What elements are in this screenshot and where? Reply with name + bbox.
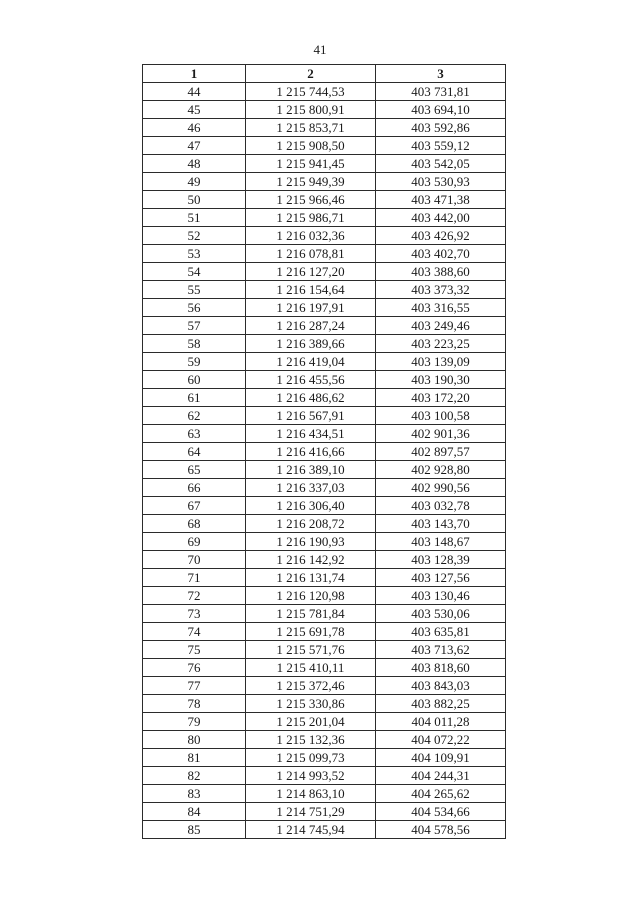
- y-coordinate-cell: 403 731,81: [376, 83, 506, 101]
- point-number-cell: 52: [143, 227, 246, 245]
- y-coordinate-cell: 403 559,12: [376, 137, 506, 155]
- point-number-cell: 78: [143, 695, 246, 713]
- table-row: [143, 551, 506, 569]
- point-number-cell: 67: [143, 497, 246, 515]
- point-number-cell: 62: [143, 407, 246, 425]
- table-row: [143, 335, 506, 353]
- y-coordinate-cell: 403 190,30: [376, 371, 506, 389]
- x-coordinate-cell: 1 214 863,10: [246, 785, 376, 803]
- column-header-3: 3: [376, 65, 506, 83]
- table-row: [143, 587, 506, 605]
- y-coordinate-cell: 404 011,28: [376, 713, 506, 731]
- y-coordinate-cell: 403 128,39: [376, 551, 506, 569]
- table-row: [143, 461, 506, 479]
- header-row: [143, 65, 506, 83]
- x-coordinate-cell: 1 215 410,11: [246, 659, 376, 677]
- y-coordinate-cell: 403 373,32: [376, 281, 506, 299]
- point-number-cell: 64: [143, 443, 246, 461]
- table-row: [143, 749, 506, 767]
- coordinates-table: [142, 64, 506, 839]
- point-number-cell: 60: [143, 371, 246, 389]
- point-number-cell: 53: [143, 245, 246, 263]
- x-coordinate-cell: 1 215 949,39: [246, 173, 376, 191]
- point-number-cell: 66: [143, 479, 246, 497]
- table-row: [143, 425, 506, 443]
- y-coordinate-cell: 403 402,70: [376, 245, 506, 263]
- y-coordinate-cell: 403 316,55: [376, 299, 506, 317]
- y-coordinate-cell: 404 265,62: [376, 785, 506, 803]
- table-row: [143, 497, 506, 515]
- y-coordinate-cell: 403 542,05: [376, 155, 506, 173]
- x-coordinate-cell: 1 215 691,78: [246, 623, 376, 641]
- x-coordinate-cell: 1 216 154,64: [246, 281, 376, 299]
- point-number-cell: 79: [143, 713, 246, 731]
- point-number-cell: 69: [143, 533, 246, 551]
- point-number-cell: 58: [143, 335, 246, 353]
- table-row: [143, 659, 506, 677]
- x-coordinate-cell: 1 216 287,24: [246, 317, 376, 335]
- point-number-cell: 55: [143, 281, 246, 299]
- table-row: [143, 821, 506, 839]
- point-number-cell: 80: [143, 731, 246, 749]
- y-coordinate-cell: 403 223,25: [376, 335, 506, 353]
- y-coordinate-cell: 403 592,86: [376, 119, 506, 137]
- point-number-cell: 59: [143, 353, 246, 371]
- x-coordinate-cell: 1 216 419,04: [246, 353, 376, 371]
- point-number-cell: 54: [143, 263, 246, 281]
- point-number-cell: 68: [143, 515, 246, 533]
- x-coordinate-cell: 1 214 745,94: [246, 821, 376, 839]
- x-coordinate-cell: 1 216 190,93: [246, 533, 376, 551]
- table-row: [143, 479, 506, 497]
- table-row: [143, 569, 506, 587]
- point-number-cell: 49: [143, 173, 246, 191]
- point-number-cell: 48: [143, 155, 246, 173]
- x-coordinate-cell: 1 215 330,86: [246, 695, 376, 713]
- x-coordinate-cell: 1 216 208,72: [246, 515, 376, 533]
- point-number-cell: 46: [143, 119, 246, 137]
- point-number-cell: 45: [143, 101, 246, 119]
- x-coordinate-cell: 1 216 455,56: [246, 371, 376, 389]
- point-number-cell: 70: [143, 551, 246, 569]
- x-coordinate-cell: 1 216 389,66: [246, 335, 376, 353]
- y-coordinate-cell: 404 534,66: [376, 803, 506, 821]
- point-number-cell: 75: [143, 641, 246, 659]
- y-coordinate-cell: 403 172,20: [376, 389, 506, 407]
- point-number-cell: 85: [143, 821, 246, 839]
- point-number-cell: 77: [143, 677, 246, 695]
- y-coordinate-cell: 404 244,31: [376, 767, 506, 785]
- table-row: [143, 515, 506, 533]
- y-coordinate-cell: 403 442,00: [376, 209, 506, 227]
- point-number-cell: 56: [143, 299, 246, 317]
- y-coordinate-cell: 403 100,58: [376, 407, 506, 425]
- table-row: [143, 533, 506, 551]
- x-coordinate-cell: 1 216 337,03: [246, 479, 376, 497]
- y-coordinate-cell: 404 109,91: [376, 749, 506, 767]
- point-number-cell: 83: [143, 785, 246, 803]
- column-header-1: 1: [143, 65, 246, 83]
- y-coordinate-cell: 403 139,09: [376, 353, 506, 371]
- point-number-cell: 63: [143, 425, 246, 443]
- x-coordinate-cell: 1 214 751,29: [246, 803, 376, 821]
- table-row: [143, 677, 506, 695]
- point-number-cell: 51: [143, 209, 246, 227]
- x-coordinate-cell: 1 216 306,40: [246, 497, 376, 515]
- table-row: [143, 785, 506, 803]
- y-coordinate-cell: 403 143,70: [376, 515, 506, 533]
- x-coordinate-cell: 1 215 908,50: [246, 137, 376, 155]
- table-row: [143, 119, 506, 137]
- y-coordinate-cell: 403 388,60: [376, 263, 506, 281]
- table-row: [143, 407, 506, 425]
- point-number-cell: 50: [143, 191, 246, 209]
- table-row: [143, 695, 506, 713]
- y-coordinate-cell: 404 072,22: [376, 731, 506, 749]
- table-row: [143, 137, 506, 155]
- y-coordinate-cell: 403 882,25: [376, 695, 506, 713]
- y-coordinate-cell: 403 713,62: [376, 641, 506, 659]
- table-row: [143, 713, 506, 731]
- x-coordinate-cell: 1 216 197,91: [246, 299, 376, 317]
- x-coordinate-cell: 1 216 389,10: [246, 461, 376, 479]
- point-number-cell: 71: [143, 569, 246, 587]
- table-row: [143, 641, 506, 659]
- y-coordinate-cell: 403 249,46: [376, 317, 506, 335]
- point-number-cell: 81: [143, 749, 246, 767]
- x-coordinate-cell: 1 215 853,71: [246, 119, 376, 137]
- y-coordinate-cell: 403 148,67: [376, 533, 506, 551]
- y-coordinate-cell: 403 530,06: [376, 605, 506, 623]
- y-coordinate-cell: 403 426,92: [376, 227, 506, 245]
- y-coordinate-cell: 403 471,38: [376, 191, 506, 209]
- y-coordinate-cell: 402 990,56: [376, 479, 506, 497]
- y-coordinate-cell: 403 130,46: [376, 587, 506, 605]
- point-number-cell: 65: [143, 461, 246, 479]
- point-number-cell: 73: [143, 605, 246, 623]
- table-row: [143, 353, 506, 371]
- column-header-2: 2: [246, 65, 376, 83]
- table-row: [143, 263, 506, 281]
- x-coordinate-cell: 1 215 986,71: [246, 209, 376, 227]
- table-row: [143, 767, 506, 785]
- table-row: [143, 389, 506, 407]
- y-coordinate-cell: 403 694,10: [376, 101, 506, 119]
- x-coordinate-cell: 1 214 993,52: [246, 767, 376, 785]
- table-row: [143, 173, 506, 191]
- point-number-cell: 76: [143, 659, 246, 677]
- table-row: [143, 227, 506, 245]
- table-row: [143, 605, 506, 623]
- table-row: [143, 191, 506, 209]
- x-coordinate-cell: 1 216 131,74: [246, 569, 376, 587]
- x-coordinate-cell: 1 215 966,46: [246, 191, 376, 209]
- x-coordinate-cell: 1 215 744,53: [246, 83, 376, 101]
- x-coordinate-cell: 1 216 416,66: [246, 443, 376, 461]
- y-coordinate-cell: 402 928,80: [376, 461, 506, 479]
- x-coordinate-cell: 1 216 120,98: [246, 587, 376, 605]
- point-number-cell: 61: [143, 389, 246, 407]
- table-row: [143, 731, 506, 749]
- y-coordinate-cell: 403 635,81: [376, 623, 506, 641]
- table-row: [143, 299, 506, 317]
- page-number: 41: [313, 42, 327, 57]
- x-coordinate-cell: 1 215 099,73: [246, 749, 376, 767]
- point-number-cell: 84: [143, 803, 246, 821]
- table-row: [143, 209, 506, 227]
- x-coordinate-cell: 1 216 434,51: [246, 425, 376, 443]
- table-row: [143, 101, 506, 119]
- x-coordinate-cell: 1 215 781,84: [246, 605, 376, 623]
- x-coordinate-cell: 1 215 201,04: [246, 713, 376, 731]
- table-row: [143, 317, 506, 335]
- point-number-cell: 74: [143, 623, 246, 641]
- x-coordinate-cell: 1 216 032,36: [246, 227, 376, 245]
- table-row: [143, 803, 506, 821]
- y-coordinate-cell: 403 843,03: [376, 677, 506, 695]
- x-coordinate-cell: 1 215 372,46: [246, 677, 376, 695]
- y-coordinate-cell: 403 818,60: [376, 659, 506, 677]
- point-number-cell: 82: [143, 767, 246, 785]
- x-coordinate-cell: 1 216 078,81: [246, 245, 376, 263]
- table-row: [143, 623, 506, 641]
- y-coordinate-cell: 403 127,56: [376, 569, 506, 587]
- y-coordinate-cell: 402 901,36: [376, 425, 506, 443]
- x-coordinate-cell: 1 216 486,62: [246, 389, 376, 407]
- x-coordinate-cell: 1 216 142,92: [246, 551, 376, 569]
- y-coordinate-cell: 404 578,56: [376, 821, 506, 839]
- table-row: [143, 155, 506, 173]
- x-coordinate-cell: 1 215 132,36: [246, 731, 376, 749]
- table-row: [143, 281, 506, 299]
- point-number-cell: 47: [143, 137, 246, 155]
- x-coordinate-cell: 1 216 567,91: [246, 407, 376, 425]
- x-coordinate-cell: 1 215 800,91: [246, 101, 376, 119]
- x-coordinate-cell: 1 216 127,20: [246, 263, 376, 281]
- table-row: [143, 83, 506, 101]
- x-coordinate-cell: 1 215 941,45: [246, 155, 376, 173]
- x-coordinate-cell: 1 215 571,76: [246, 641, 376, 659]
- point-number-cell: 72: [143, 587, 246, 605]
- table-row: [143, 443, 506, 461]
- point-number-cell: 44: [143, 83, 246, 101]
- table-row: [143, 371, 506, 389]
- point-number-cell: 57: [143, 317, 246, 335]
- y-coordinate-cell: 402 897,57: [376, 443, 506, 461]
- table-row: [143, 245, 506, 263]
- y-coordinate-cell: 403 530,93: [376, 173, 506, 191]
- y-coordinate-cell: 403 032,78: [376, 497, 506, 515]
